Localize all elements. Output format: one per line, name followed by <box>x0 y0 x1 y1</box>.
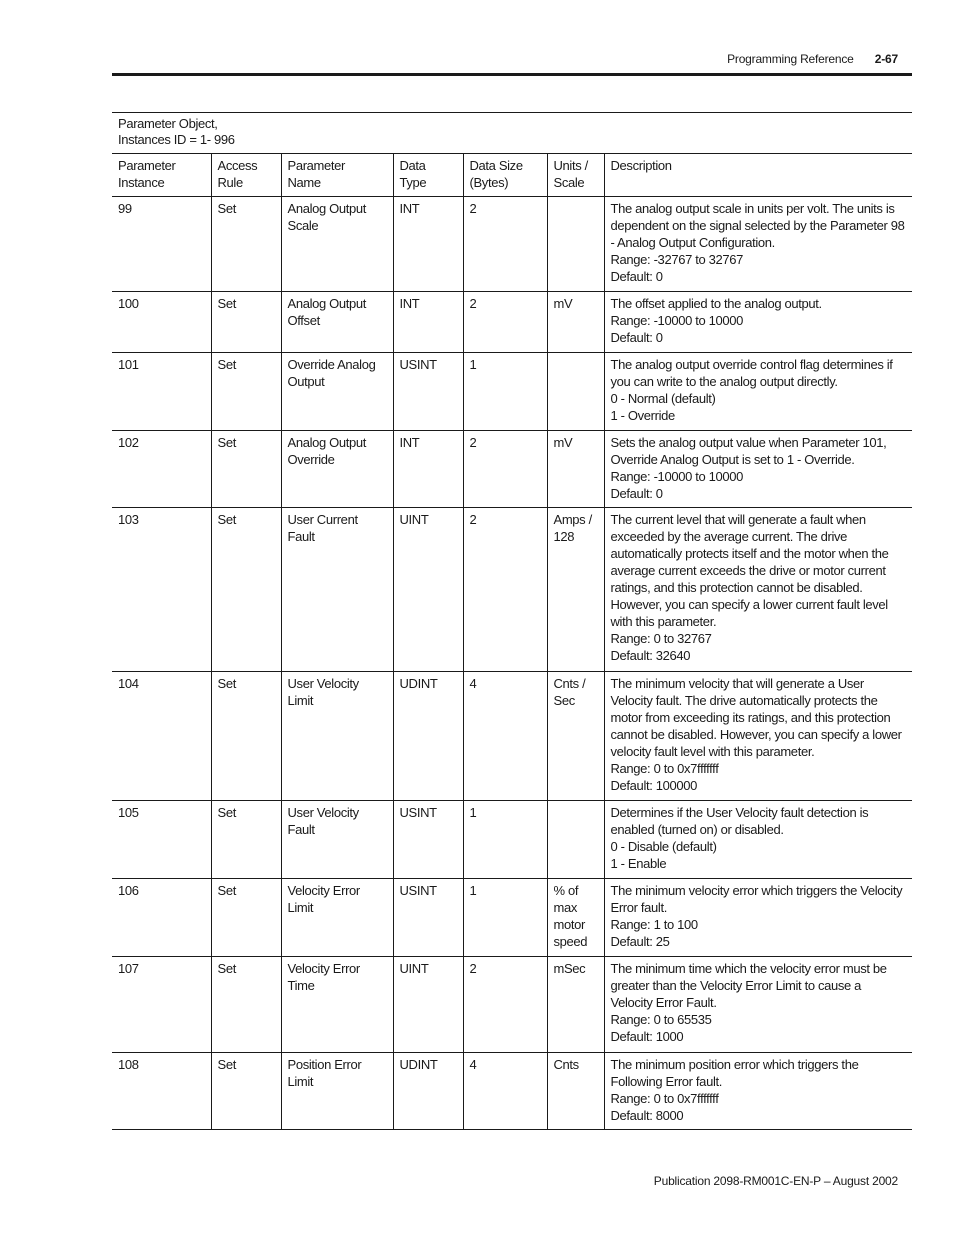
column-header-text: Parameter <box>287 158 346 173</box>
cell-name: Analog Output Scale <box>281 197 393 292</box>
description-line: Range: 0 to 0x7fffffff <box>610 761 719 776</box>
table-row <box>112 508 912 672</box>
table-caption <box>112 113 912 154</box>
table-body <box>112 197 912 1130</box>
column-header-text: Scale <box>553 175 585 190</box>
table-row <box>112 353 912 431</box>
table-row <box>112 1053 912 1130</box>
cell-units: mV <box>547 431 604 508</box>
cell-units: % of max motor speed <box>547 879 604 957</box>
cell-units: Amps / 128 <box>547 508 604 672</box>
description-line: Sets the analog output value when Parameter 101, Override Analog Output is set to 1 - Override. <box>610 435 887 467</box>
cell-access: Set <box>211 801 281 879</box>
cell-access: Set <box>211 1053 281 1130</box>
cell-access: Set <box>211 957 281 1053</box>
cell-units: Cnts / Sec <box>547 672 604 801</box>
cell-type: USINT <box>393 353 463 431</box>
cell-name: Velocity Error Time <box>281 957 393 1053</box>
publication-footer: Publication 2098-RM001C-EN-P – August 2002 <box>653 1174 898 1188</box>
cell-type: USINT <box>393 801 463 879</box>
description-line: 0 - Disable (default) <box>610 839 717 854</box>
cell-size: 1 <box>463 879 547 957</box>
parameter-table <box>112 112 912 1130</box>
description-line: Range: 1 to 100 <box>610 917 698 932</box>
description-line: The analog output scale in units per volt. The units is dependent on the signal selected by the Parameter 98 - Analog Output Configuration. <box>610 201 905 250</box>
column-header-description <box>604 154 912 197</box>
cell-description <box>604 431 912 508</box>
cell-type: INT <box>393 431 463 508</box>
cell-instance: 107 <box>112 957 211 1053</box>
cell-units: mV <box>547 292 604 353</box>
caption-line: Parameter Object, <box>118 116 218 131</box>
section-title: Programming Reference <box>727 52 854 66</box>
description-line: The analog output override control flag determines if you can write to the analog output directly. <box>610 357 893 389</box>
cell-size: 1 <box>463 353 547 431</box>
column-header-text: Data Size <box>469 158 523 173</box>
cell-type: UDINT <box>393 672 463 801</box>
cell-instance: 102 <box>112 431 211 508</box>
header-rule <box>112 73 912 76</box>
cell-type: USINT <box>393 879 463 957</box>
caption-line: Instances ID = 1- 996 <box>118 132 235 147</box>
table-row <box>112 431 912 508</box>
cell-instance: 100 <box>112 292 211 353</box>
cell-units: mSec <box>547 957 604 1053</box>
description-line: Default: 32640 <box>610 648 691 663</box>
cell-type: UINT <box>393 508 463 672</box>
description-line: Range: -10000 to 10000 <box>610 313 744 328</box>
description-line: Range: 0 to 0x7fffffff <box>610 1091 719 1106</box>
cell-type: UDINT <box>393 1053 463 1130</box>
column-header-access <box>211 154 281 197</box>
cell-size: 2 <box>463 197 547 292</box>
cell-size: 2 <box>463 292 547 353</box>
table-row <box>112 957 912 1053</box>
cell-name: Analog Output Override <box>281 431 393 508</box>
description-line: Range: 0 to 32767 <box>610 631 712 646</box>
description-line: The offset applied to the analog output. <box>610 296 822 311</box>
description-line: Default: 100000 <box>610 778 698 793</box>
column-header-text: Data <box>399 158 426 173</box>
cell-units: Cnts <box>547 1053 604 1130</box>
description-line: Default: 8000 <box>610 1108 684 1123</box>
cell-description <box>604 957 912 1053</box>
cell-access: Set <box>211 292 281 353</box>
description-line: Range: -32767 to 32767 <box>610 252 744 267</box>
cell-name: Velocity Error Limit <box>281 879 393 957</box>
description-line: The minimum position error which triggers the Following Error fault. <box>610 1057 859 1089</box>
cell-units <box>547 801 604 879</box>
cell-name: Position Error Limit <box>281 1053 393 1130</box>
column-header-instance <box>112 154 211 197</box>
cell-instance: 103 <box>112 508 211 672</box>
cell-size: 4 <box>463 1053 547 1130</box>
column-header-text: Rule <box>217 175 243 190</box>
description-line: 1 - Enable <box>610 856 667 871</box>
running-header <box>112 52 898 66</box>
column-header-units <box>547 154 604 197</box>
cell-name: Analog Output Offset <box>281 292 393 353</box>
column-header-text: Parameter <box>118 158 176 173</box>
cell-description <box>604 508 912 672</box>
cell-size: 2 <box>463 508 547 672</box>
cell-access: Set <box>211 197 281 292</box>
cell-access: Set <box>211 879 281 957</box>
description-line: The minimum velocity that will generate a User Velocity fault. The drive automatically protects the motor from exceeding its ratings, and this protection cannot be disabled. However, you can specify a lower velocity fault level with this parameter. <box>610 676 902 759</box>
description-line: Default: 25 <box>610 934 670 949</box>
cell-access: Set <box>211 672 281 801</box>
cell-units <box>547 353 604 431</box>
column-header-text: Description <box>610 158 672 173</box>
cell-size: 1 <box>463 801 547 879</box>
column-header-text: Units / <box>553 158 588 173</box>
cell-description <box>604 801 912 879</box>
cell-size: 2 <box>463 431 547 508</box>
column-header-text: Type <box>399 175 427 190</box>
description-line: The current level that will generate a fault when exceeded by the average current. The drive automatically protects itself and the motor when the average current exceeds the drive or motor current ratings, and this protection cannot be disabled. However, you can specify a lower current fault level with this parameter. <box>610 512 889 629</box>
column-header-name <box>281 154 393 197</box>
cell-instance: 106 <box>112 879 211 957</box>
table-row <box>112 801 912 879</box>
description-line: Default: 0 <box>610 486 663 501</box>
cell-type: INT <box>393 197 463 292</box>
column-header-text: Access <box>217 158 258 173</box>
cell-access: Set <box>211 508 281 672</box>
cell-type: INT <box>393 292 463 353</box>
page-number: 2-67 <box>874 52 898 66</box>
table-caption-row <box>112 113 912 154</box>
cell-name: User Velocity Fault <box>281 801 393 879</box>
table-row <box>112 197 912 292</box>
table-row <box>112 879 912 957</box>
cell-access: Set <box>211 353 281 431</box>
description-line: 1 - Override <box>610 408 675 423</box>
cell-instance: 105 <box>112 801 211 879</box>
cell-description <box>604 197 912 292</box>
column-header-type <box>393 154 463 197</box>
cell-description <box>604 353 912 431</box>
cell-description <box>604 292 912 353</box>
description-line: Default: 1000 <box>610 1029 684 1044</box>
description-line: Determines if the User Velocity fault detection is enabled (turned on) or disabled. <box>610 805 869 837</box>
cell-description <box>604 672 912 801</box>
cell-instance: 104 <box>112 672 211 801</box>
column-header-size <box>463 154 547 197</box>
cell-description <box>604 879 912 957</box>
cell-units <box>547 197 604 292</box>
column-header-text: (Bytes) <box>469 175 509 190</box>
description-line: Range: 0 to 65535 <box>610 1012 712 1027</box>
cell-name: User Velocity Limit <box>281 672 393 801</box>
column-header-text: Name <box>287 175 321 190</box>
column-header-text: Instance <box>118 175 165 190</box>
cell-access: Set <box>211 431 281 508</box>
description-line: The minimum velocity error which triggers the Velocity Error fault. <box>610 883 903 915</box>
description-line: The minimum time which the velocity error must be greater than the Velocity Error Limit to cause a Velocity Error Fault. <box>610 961 887 1010</box>
cell-type: UINT <box>393 957 463 1053</box>
description-line: 0 - Normal (default) <box>610 391 716 406</box>
cell-instance: 101 <box>112 353 211 431</box>
cell-size: 4 <box>463 672 547 801</box>
description-line: Range: -10000 to 10000 <box>610 469 744 484</box>
description-line: Default: 0 <box>610 269 663 284</box>
cell-description <box>604 1053 912 1130</box>
description-line: Default: 0 <box>610 330 663 345</box>
cell-instance: 108 <box>112 1053 211 1130</box>
column-header-row <box>112 154 912 197</box>
table-row <box>112 672 912 801</box>
cell-name: Override Analog Output <box>281 353 393 431</box>
cell-name: User Current Fault <box>281 508 393 672</box>
cell-instance: 99 <box>112 197 211 292</box>
cell-size: 2 <box>463 957 547 1053</box>
table-row <box>112 292 912 353</box>
